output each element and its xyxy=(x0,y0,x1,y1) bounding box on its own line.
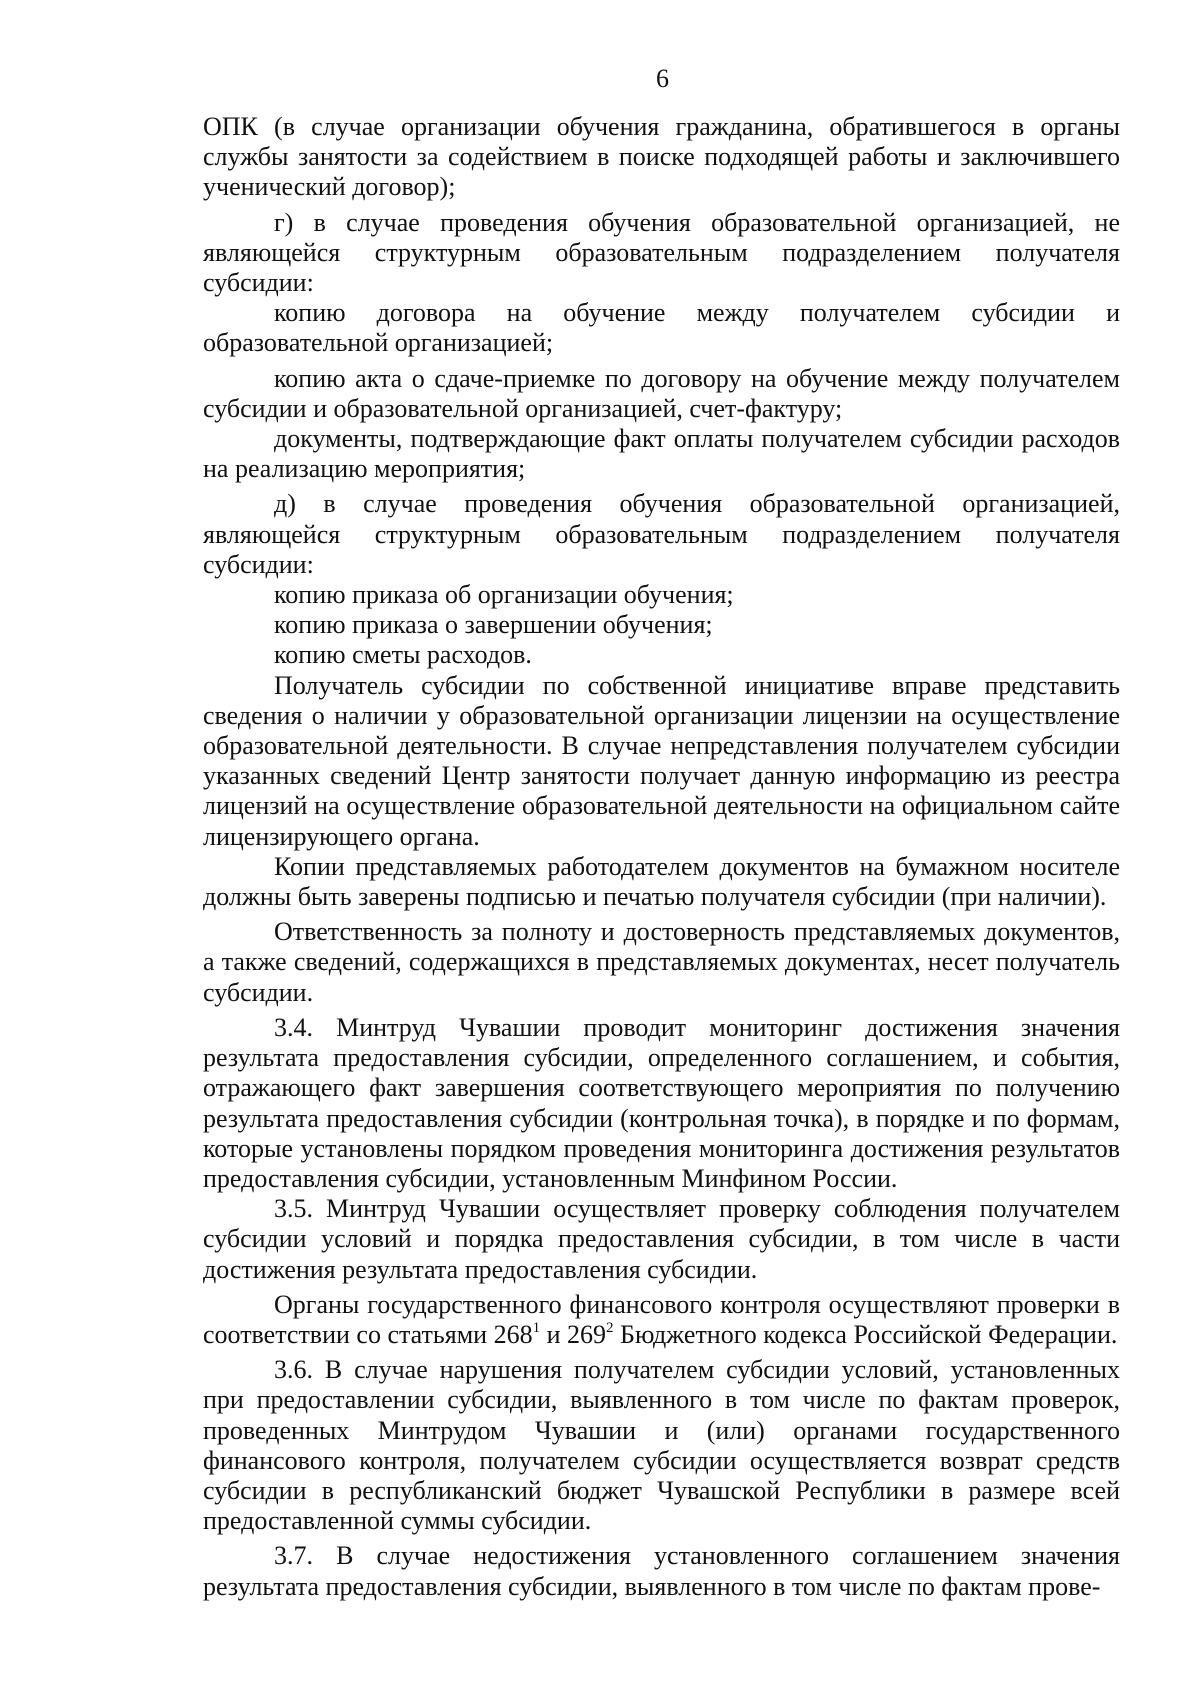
article-268-superscript: 1 xyxy=(532,1319,541,1336)
paragraph-payment-documents: документы, подтверждающие факт оплаты получателем субсидии расходов на реализацию мероприятия; xyxy=(203,424,1120,484)
paragraph-contract-copy: копию договора на обучение между получателем субсидии и образовательной организацией; xyxy=(203,298,1120,358)
paragraph-act-copy: копию акта о сдаче-приемке по договору на обучение между получателем субсидии и образовательной организацией, счет-фактуру; xyxy=(203,363,1120,423)
paragraph-opk-continuation: ОПК (в случае организации обучения гражданина, обратившегося в органы службы занятости за содействием в поиске подходящей работы и заключившего ученический договор); xyxy=(203,112,1120,202)
paragraph-license-info: Получатель субсидии по собственной инициативе вправе представить сведения о наличии у образовательной организации лицензии на осуществление образовательной деятельности. В случае непредставления получателем субсидии указанных сведений Центр занятости получает данную информацию из реестра лицензий на осуществление образовательной деятельности на официальном сайте лицензирующего органа. xyxy=(203,670,1120,851)
paragraph-section-3-4: 3.4. Минтруд Чувашии проводит мониторинг достижения значения результата предоставления субсидии, определенного соглашением, и события, отражающего факт завершения соответствующего мероприятия по получению результата предоставления субсидии (контрольная точка), в порядке и по формам, которые установлены порядком проведения мониторинга достижения результатов предоставления субсидии, установленным Минфином России. xyxy=(203,1012,1120,1193)
financial-control-text-end: Бюджетного кодекса Российской Федерации. xyxy=(613,1319,1118,1349)
paragraph-item-g: г) в случае проведения обучения образовательной организацией, не являющейся структурным образовательным подразделением получателя субсидии: xyxy=(203,207,1120,298)
paragraph-order-organization-copy: копию приказа об организации обучения; xyxy=(274,580,734,610)
paragraph-section-3-7: 3.7. В случае недостижения установленного соглашением значения результата предоставления субсидии, выявленного в том числе по фактам прове- xyxy=(203,1541,1120,1601)
paragraph-section-3-6: 3.6. В случае нарушения получателем субсидии условий, установленных при предоставлении субсидии, выявленного в том числе по фактам проверок, проведенных Минтрудом Чувашии и (или) органами государственного финансового контроля, получателем субсидии осуществляется возврат средств субсидии в республиканский бюджет Чувашской Республики в размере всей предоставленной суммы субсидии. xyxy=(203,1355,1120,1536)
paragraph-financial-control xyxy=(203,1290,1120,1350)
financial-control-text-middle: и 269 xyxy=(540,1319,607,1349)
paragraph-estimate-copy: копию сметы расходов. xyxy=(274,640,532,670)
financial-control-text-start: Органы государственного финансового контроля осуществляют проверки в соответствии со статьями 268 xyxy=(203,1289,1120,1349)
paragraph-order-completion-copy: копию приказа о завершении обучения; xyxy=(274,610,713,640)
paragraph-copies-certification: Копии представляемых работодателем документов на бумажном носителе должны быть заверены подписью и печатью получателя субсидии (при наличии). xyxy=(203,851,1120,912)
article-269-superscript: 2 xyxy=(606,1319,614,1336)
paragraph-item-d: д) в случае проведения обучения образовательной организацией, являющейся структурным образовательным подразделением получателя субсидии: xyxy=(203,489,1120,579)
paragraph-responsibility: Ответственность за полноту и достоверность представляемых документов, а также сведений, содержащихся в представляемых документах, несет получатель субсидии. xyxy=(203,917,1120,1007)
document-body xyxy=(203,112,1120,1602)
page-number: 6 xyxy=(656,64,669,93)
paragraph-section-3-5: 3.5. Минтруд Чувашии осуществляет проверку соблюдения получателем субсидии условий и порядка предоставления субсидии, в том числе в части достижения результата предоставления субсидии. xyxy=(203,1194,1120,1284)
